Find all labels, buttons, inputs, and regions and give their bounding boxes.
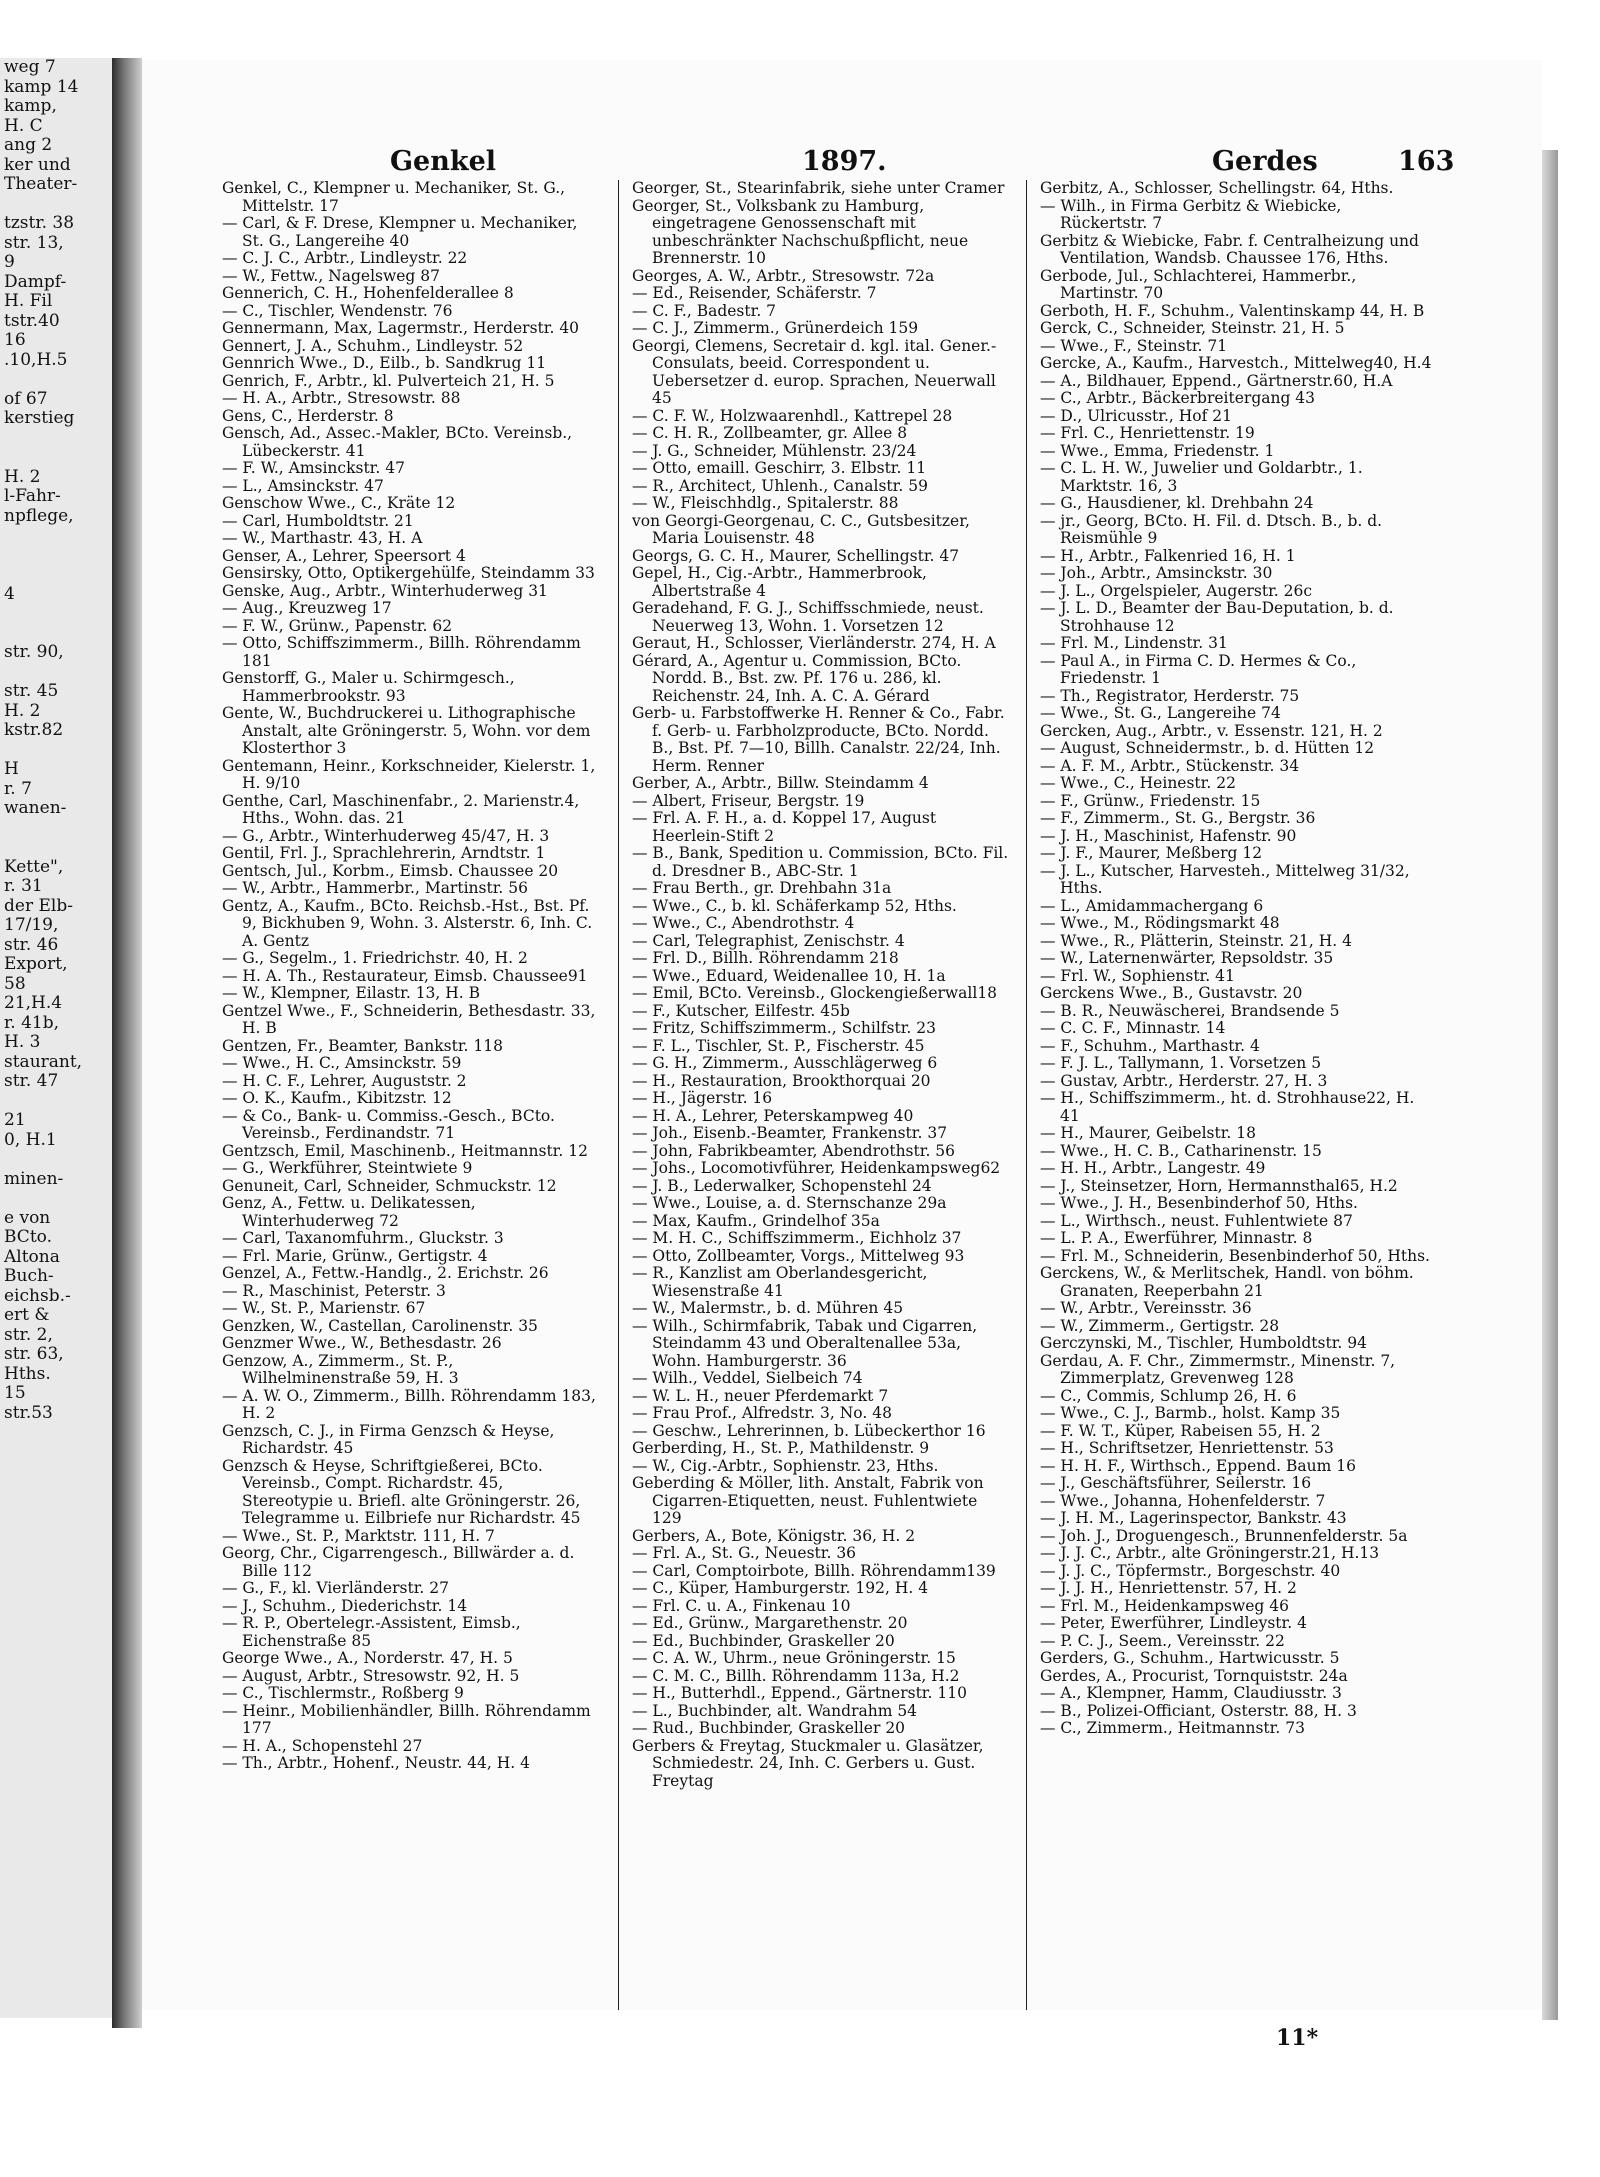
left-page-fragment: kerstieg (4, 408, 75, 428)
directory-entry: — J. L. D., Beamter der Bau-Deputation, b. d. Strohhause 12 (1040, 599, 1394, 635)
left-page-fragment: ert & (4, 1305, 50, 1325)
directory-entry: Gens, C., Herderstr. 8 (222, 406, 394, 425)
left-page-fragment (0, 1150, 112, 1170)
directory-entry: — J., Schuhm., Diederichstr. 14 (222, 1596, 468, 1615)
signature-mark: 11* (1276, 2025, 1319, 2051)
directory-entry: — Emil, BCto. Vereinsb., Glockengießerwall18 (632, 984, 998, 1002)
directory-entry: — Joh., Eisenb.-Beamter, Frankenstr. 37 (632, 1124, 948, 1142)
directory-entry: — Gustav, Arbtr., Herderstr. 27, H. 3 (1040, 1071, 1328, 1090)
left-page-fragment: str. 63, (4, 1344, 64, 1364)
left-page-fragment: 0, H.1 (4, 1129, 57, 1150)
left-page-fragment: Theater- (4, 174, 78, 194)
directory-entry: Gerdau, A. F. Chr., Zimmermstr., Minenstr. 7, Zimmerplatz, Grevenweg 128 (1040, 1351, 1396, 1387)
left-page-fragment (0, 741, 112, 761)
left-page-fragment: Buch- (4, 1266, 54, 1286)
directory-entry: Gensirsky, Otto, Optikergehülfe, Steindamm 33 (222, 564, 595, 582)
directory-entry: — Otto, emaill. Geschirr, 3. Elbstr. 11 (632, 459, 927, 477)
left-page-fragment: l-Fahr- (4, 486, 61, 506)
directory-entry: Gerbitz, A., Schlosser, Schellingstr. 64, Hths. (1040, 179, 1394, 197)
directory-entry: — J. H., Maschinist, Hafenstr. 90 (1040, 826, 1297, 845)
left-page-fragment: H. Fil (4, 291, 53, 311)
directory-column-1 (222, 180, 598, 1773)
directory-entry: — M. H. C., Schiffszimmerm., Eichholz 37 (632, 1229, 962, 1247)
directory-entry: Gentzel Wwe., F., Schneiderin, Bethesdastr. 33, H. B (222, 1001, 596, 1037)
directory-entry: — A. F. M., Arbtr., Stückenstr. 34 (1040, 756, 1300, 775)
directory-entry: — H. H. F., Wirthsch., Eppend. Baum 16 (1040, 1456, 1356, 1475)
directory-entry: — Wwe., H. C., Amsinckstr. 59 (222, 1054, 462, 1072)
directory-entry: — W., Laternenwärter, Repsoldstr. 35 (1040, 949, 1334, 967)
left-page-fragment: 17/19, (4, 915, 59, 935)
directory-entry: Geraut, H., Schlosser, Vierländerstr. 274, H. A (632, 634, 996, 652)
directory-entry: — Heinr., Mobilienhändler, Billh. Röhrendamm 177 (222, 1701, 591, 1737)
left-page-fragment: Dampf- (4, 271, 67, 292)
directory-entry: — B. R., Neuwäscherei, Brandsende 5 (1040, 1001, 1340, 1020)
directory-entry: Gercke, A., Kaufm., Harvestch., Mittelweg40, H.4 (1040, 354, 1432, 372)
left-page-fragment: kamp 14 (4, 76, 79, 97)
directory-entry: — Frl. A., St. G., Neuestr. 36 (632, 1544, 857, 1562)
directory-entry: Genzsch & Heyse, Schriftgießerei, BCto. Vereinsb., Compt. Richardstr. 45, Stereotypie u. Briefl. alte Gröningerstr. 26, Telegramme u. Eilbriefe nur Richardstr. 45 (222, 1456, 581, 1527)
directory-entry: Gerberding, H., St. P., Mathildenstr. 9 (632, 1439, 930, 1457)
left-page-fragment: H (4, 759, 19, 779)
directory-entry: — L. P. A., Ewerführer, Minnastr. 8 (1040, 1229, 1313, 1247)
directory-entry: — Ed., Reisender, Schäferstr. 7 (632, 284, 877, 302)
directory-entry: — W., St. P., Marienstr. 67 (222, 1299, 426, 1317)
directory-entry: Genzel, A., Fettw.-Handlg., 2. Erichstr. 26 (222, 1264, 549, 1282)
left-page-fragment (0, 1092, 112, 1112)
directory-entry: Geberding & Möller, lith. Anstalt, Fabrik von Cigarren-Etiquetten, neust. Fuhlentwiete 129 (632, 1474, 984, 1527)
directory-entry: Gerber, A., Arbtr., Billw. Steindamm 4 (632, 774, 929, 792)
directory-entry: — F., Schuhm., Marthastr. 4 (1040, 1036, 1260, 1055)
directory-entry: Genzken, W., Castellan, Carolinenstr. 35 (222, 1316, 538, 1335)
directory-entry: — C. A. W., Uhrm., neue Gröningerstr. 15 (632, 1649, 956, 1667)
directory-entry: — Carl, Taxanomfuhrm., Gluckstr. 3 (222, 1229, 504, 1247)
left-page-fragment: npflege, (4, 505, 74, 526)
directory-entry: — Wilh., Schirmfabrik, Tabak und Cigarren, Steindamm 43 und Oberaltenallee 53a, Wohn. Hamburgerstr. 36 (632, 1316, 978, 1370)
left-page-fragment: ang 2 (4, 135, 53, 155)
directory-entry: Georgi, Clemens, Secretair d. kgl. ital. Gener.-Consulats, beeid. Correspondent u. Uebersetzer d. europ. Sprachen, Neuerwall 45 (632, 336, 997, 407)
directory-entry: — H., Schriftsetzer, Henriettenstr. 53 (1040, 1439, 1334, 1457)
directory-entry: — Wwe., H. C. B., Catharinenstr. 15 (1040, 1141, 1322, 1160)
directory-entry: — Wwe., M., Rödingsmarkt 48 (1040, 914, 1280, 932)
directory-entry: — Wilh., Veddel, Sielbeich 74 (632, 1369, 863, 1387)
directory-entry: Gentil, Frl. J., Sprachlehrerin, Arndtstr. 1 (222, 844, 546, 862)
directory-entry: — L., Buchbinder, alt. Wandrahm 54 (632, 1701, 918, 1720)
directory-entry: Gennrich Wwe., D., Eilb., b. Sandkrug 11 (222, 354, 547, 372)
left-page-fragment (0, 195, 112, 215)
directory-entry: — F., Kutscher, Eilfestr. 45b (632, 1001, 850, 1020)
page-number: 163 (1398, 146, 1455, 177)
left-page-fragment: 4 (4, 583, 15, 604)
directory-entry: Genstorff, G., Maler u. Schirmgesch., Hammerbrookstr. 93 (222, 669, 515, 705)
directory-entry: — Wwe., St. G., Langereihe 74 (1040, 704, 1281, 722)
directory-entry: Gerdes, A., Procurist, Tornquiststr. 24a (1040, 1666, 1348, 1685)
directory-entry: Georgs, G. C. H., Maurer, Schellingstr. 47 (632, 546, 960, 565)
left-page-fragment: H. 3 (4, 1032, 41, 1052)
left-page-fragment: H. 2 (4, 700, 41, 721)
directory-entry: — Albert, Friseur, Bergstr. 19 (632, 791, 865, 810)
directory-entry: — Frl. M., Schneiderin, Besenbinderhof 50, Hths. (1040, 1246, 1430, 1265)
directory-entry: — Peter, Ewerführer, Lindleystr. 4 (1040, 1614, 1307, 1632)
left-page-fragment: str. 46 (4, 934, 59, 955)
left-page-fragment (0, 624, 112, 644)
directory-entry: Genzsch, C. J., in Firma Genzsch & Heyse, Richardstr. 45 (222, 1421, 555, 1457)
directory-entry: Gerckens Wwe., B., Gustavstr. 20 (1040, 984, 1303, 1002)
directory-entry: — Paul A., in Firma C. D. Hermes & Co., Friedenstr. 1 (1040, 651, 1357, 687)
directory-entry: — C., Tischler, Wendenstr. 76 (222, 301, 453, 320)
directory-entry: — G. H., Zimmerm., Ausschlägerweg 6 (632, 1054, 938, 1072)
left-page-fragment: e von (4, 1207, 51, 1228)
left-page-fragment (0, 448, 112, 468)
left-page-fragment: ker und (4, 154, 71, 175)
directory-entry: — R. P., Obertelegr.-Assistent, Eimsb., Eichenstraße 85 (222, 1614, 521, 1650)
directory-entry: Gennert, J. A., Schuhm., Lindleystr. 52 (222, 336, 524, 355)
left-page-fragment (0, 546, 112, 566)
directory-entry: — August, Schneidermstr., b. d. Hütten 12 (1040, 739, 1375, 757)
directory-entry: Gentzen, Fr., Beamter, Bankstr. 118 (222, 1036, 503, 1055)
directory-entry: — Wwe., C., Abendrothstr. 4 (632, 914, 855, 932)
directory-entry: — John, Fabrikbeamter, Abendrothstr. 56 (632, 1141, 956, 1160)
directory-entry: — J. H. M., Lagerinspector, Bankstr. 43 (1040, 1509, 1347, 1527)
left-page-fragment: Hths. (4, 1363, 51, 1384)
directory-entry: — W., Fettw., Nagelsweg 87 (222, 266, 440, 285)
directory-entry: Gepel, H., Cig.-Arbtr., Hammerbrook, Albertstraße 4 (632, 564, 927, 600)
directory-entry: — H., Schiffszimmerm., ht. d. Strohhause22, H. 41 (1040, 1089, 1415, 1125)
directory-entry: — C. C. F., Minnastr. 14 (1040, 1019, 1226, 1037)
directory-entry: — Wwe., Johanna, Hohenfelderstr. 7 (1040, 1491, 1326, 1510)
directory-entry: — Frl. D., Billh. Röhrendamm 218 (632, 949, 899, 967)
directory-entry: Genser, A., Lehrer, Speersort 4 (222, 546, 466, 565)
directory-entry: — Otto, Zollbeamter, Vorgs., Mittelweg 93 (632, 1246, 965, 1265)
directory-entry: — H., Restauration, Brookthorquai 20 (632, 1071, 931, 1090)
directory-entry: Gentsch, Jul., Korbm., Eimsb. Chaussee 20 (222, 861, 559, 880)
directory-entry: Gerboth, H. F., Schuhm., Valentinskamp 44, H. B (1040, 301, 1425, 320)
directory-entry: — R., Architect, Uhlenh., Canalstr. 59 (632, 476, 928, 495)
directory-entry: — J. J. C., Töpfermstr., Borgeschstr. 40 (1040, 1561, 1341, 1580)
directory-entry: — W., Cig.-Arbtr., Sophienstr. 23, Hths. (632, 1456, 939, 1475)
directory-entry: — Frl. W., Sophienstr. 41 (1040, 966, 1235, 985)
directory-entry: — Wwe., St. P., Marktstr. 111, H. 7 (222, 1526, 495, 1545)
left-page-fragment (0, 370, 112, 390)
running-head-year: 1897. (802, 146, 887, 177)
directory-entry: Georger, St., Volksbank zu Hamburg, eingetragene Genossenschaft mit unbeschränkter Nachschußpflicht, neue Brennerstr. 10 (632, 196, 969, 267)
directory-entry: — Wilh., in Firma Gerbitz & Wiebicke, Rückertstr. 7 (1040, 196, 1342, 232)
directory-entry: — B., Bank, Spedition u. Commission, BCto. Fil. d. Dresdner B., ABC-Str. 1 (632, 844, 1009, 880)
left-page-fragment: str. 90, (4, 642, 64, 662)
directory-entry: Gerbode, Jul., Schlachterei, Hammerbr., Martinstr. 70 (1040, 266, 1357, 302)
left-page-fragment: r. 41b, (4, 1012, 59, 1033)
directory-entry: — Rud., Buchbinder, Graskeller 20 (632, 1719, 906, 1737)
directory-entry: — H. A., Lehrer, Peterskampweg 40 (632, 1106, 914, 1125)
left-page-fragment (0, 565, 112, 585)
directory-entry: — F., Zimmerm., St. G., Bergstr. 36 (1040, 809, 1316, 827)
directory-entry: — Frl. C., Henriettenstr. 19 (1040, 424, 1255, 442)
left-page-fragment: kamp, (4, 96, 57, 116)
left-page-fragment: 16 (4, 330, 26, 350)
left-page-fragment: staurant, (4, 1051, 83, 1072)
directory-entry: — C., Commis, Schlump 26, H. 6 (1040, 1386, 1297, 1405)
directory-entry: — D., Ulricusstr., Hof 21 (1040, 406, 1232, 425)
directory-entry: — J., Geschäftsführer, Seilerstr. 16 (1040, 1474, 1312, 1492)
directory-entry: — C. J. C., Arbtr., Lindleystr. 22 (222, 249, 468, 267)
directory-entry: — Wwe., R., Plätterin, Steinstr. 21, H. 4 (1040, 931, 1353, 950)
directory-entry: — W. L. H., neuer Pferdemarkt 7 (632, 1386, 889, 1405)
directory-entry: — H., Jägerstr. 16 (632, 1089, 773, 1107)
left-page-fragment: 21 (4, 1110, 26, 1130)
left-page-fragment: str. 2, (4, 1324, 53, 1345)
directory-entry: — J. J. C., Arbtr., alte Gröningerstr.21, H.13 (1040, 1544, 1380, 1562)
directory-entry: — A. W. O., Zimmerm., Billh. Röhrendamm 183, H. 2 (222, 1386, 596, 1422)
directory-entry: Gensch, Ad., Assec.-Makler, BCto. Vereinsb., Lübeckerstr. 41 (222, 424, 573, 460)
directory-entry: — C., Arbtr., Bäckerbreitergang 43 (1040, 389, 1316, 407)
left-page-fragment (0, 604, 112, 624)
directory-entry: — J. L., Kutscher, Harvesteh., Mittelweg 31/32, Hths. (1040, 861, 1410, 897)
directory-entry: — Joh., Arbtr., Amsinckstr. 30 (1040, 564, 1273, 582)
left-page-fragment: BCto. (4, 1227, 52, 1247)
directory-entry: — C. L. H. W., Juwelier und Goldarbtr., 1. Marktstr. 16, 3 (1040, 459, 1363, 495)
directory-entry: von Georgi-Georgenau, C. C., Gutsbesitzer, Maria Louisenstr. 48 (632, 511, 970, 547)
directory-entry: — H. A., Arbtr., Stresowstr. 88 (222, 389, 461, 407)
directory-entry: Georger, St., Stearinfabrik, siehe unter Cramer (632, 179, 1005, 197)
left-page-fragment: str. 47 (4, 1071, 59, 1091)
directory-entry: Gente, W., Buchdruckerei u. Lithographische Anstalt, alte Gröningerstr. 5, Wohn. vor dem Klosterthor 3 (222, 704, 591, 757)
column-divider (1026, 180, 1027, 2010)
directory-entry: — F. W., Grünw., Papenstr. 62 (222, 616, 453, 635)
book-gutter (112, 58, 142, 2028)
directory-entry: — J. F., Maurer, Meßberg 12 (1040, 844, 1263, 862)
directory-entry: — Wwe., C., Heinestr. 22 (1040, 774, 1236, 792)
directory-entry: — J. J. H., Henriettenstr. 57, H. 2 (1040, 1579, 1297, 1597)
directory-entry: — Ed., Grünw., Margarethenstr. 20 (632, 1614, 908, 1632)
left-page-fragment: str.53 (4, 1402, 53, 1423)
directory-entry: — Wwe., Eduard, Weidenallee 10, H. 1a (632, 966, 946, 985)
directory-entry: — H. C. F., Lehrer, Auguststr. 2 (222, 1071, 467, 1090)
directory-entry: Georges, A. W., Arbtr., Stresowstr. 72a (632, 266, 935, 285)
directory-entry: Genschow Wwe., C., Kräte 12 (222, 494, 456, 512)
directory-entry: — C., Küper, Hamburgerstr. 192, H. 4 (632, 1579, 929, 1597)
left-page-fragment: 58 (4, 973, 26, 994)
directory-entry: Genthe, Carl, Maschinenfabr., 2. Marienstr.4, Hths., Wohn. das. 21 (222, 791, 580, 827)
directory-entry: Gerbitz & Wiebicke, Fabr. f. Centralheizung und Ventilation, Wandsb. Chaussee 176, Hths. (1040, 231, 1419, 267)
left-page-fragment: tstr.40 (4, 310, 60, 331)
directory-entry: — C. F. W., Holzwaarenhdl., Kattrepel 28 (632, 406, 953, 425)
directory-entry: Georg, Chr., Cigarrengesch., Billwärder a. d. Bille 112 (222, 1544, 575, 1580)
left-page-fragment: str. 45 (4, 681, 59, 701)
directory-entry: — W., Arbtr., Hammerbr., Martinstr. 56 (222, 879, 528, 897)
directory-entry: Genzow, A., Zimmerm., St. P., Wilhelminenstraße 59, H. 3 (222, 1351, 459, 1387)
left-page-fragment: tzstr. 38 (4, 213, 75, 233)
directory-entry: — W., Arbtr., Vereinsstr. 36 (1040, 1299, 1252, 1317)
directory-entry: — L., Amidammachergang 6 (1040, 896, 1264, 915)
directory-entry: — Carl, Comptoirbote, Billh. Röhrendamm139 (632, 1561, 996, 1580)
directory-entry: — C. M. C., Billh. Röhrendamm 113a, H.2 (632, 1666, 960, 1685)
directory-entry: — J., Steinsetzer, Horn, Hermannsthal65, H.2 (1040, 1176, 1398, 1195)
directory-entry: — W., Fleischhdlg., Spitalerstr. 88 (632, 494, 899, 512)
directory-entry: Genzmer Wwe., W., Bethesdastr. 26 (222, 1334, 502, 1352)
directory-entry: — Frau Berth., gr. Drehbahn 31a (632, 879, 892, 897)
directory-entry: — C., Tischlermstr., Roßberg 9 (222, 1684, 464, 1702)
left-page-fragment: r. 31 (4, 876, 43, 896)
left-page-fragment (0, 1189, 112, 1209)
directory-entry: Gerbers, A., Bote, Königstr. 36, H. 2 (632, 1526, 916, 1545)
directory-entry: — G., Segelm., 1. Friedrichstr. 40, H. 2 (222, 949, 528, 967)
directory-entry: — F. L., Tischler, St. P., Fischerstr. 45 (632, 1036, 925, 1055)
left-page-fragment: 21,H.4 (4, 993, 63, 1013)
directory-entry: — O. K., Kaufm., Kibitzstr. 12 (222, 1089, 452, 1107)
directory-entry: — Frl. C. u. A., Finkenau 10 (632, 1596, 851, 1615)
directory-entry: Gentz, A., Kaufm., BCto. Reichsb.-Hst., Bst. Pf. 9, Bickhuben 9, Wohn. 3. Alsterstr. 6, Inh. C. A. Gentz (222, 896, 593, 950)
directory-entry: — R., Maschinist, Peterstr. 3 (222, 1281, 446, 1300)
directory-entry: — Wwe., C. J., Barmb., holst. Kamp 35 (1040, 1404, 1341, 1422)
directory-entry: — August, Arbtr., Stresowstr. 92, H. 5 (222, 1666, 520, 1685)
directory-entry: — Johs., Locomotivführer, Heidenkampsweg62 (632, 1159, 1001, 1177)
left-page-fragment: r. 7 (4, 778, 32, 799)
left-page-fragment: H. 2 (4, 466, 41, 487)
page-edge (1542, 150, 1558, 2020)
left-page-fragment (0, 429, 112, 449)
directory-entry: — Max, Kaufm., Grindelhof 35a (632, 1211, 880, 1230)
directory-entry: — F. J. L., Tallymann, 1. Vorsetzen 5 (1040, 1054, 1322, 1072)
directory-entry: — Joh. J., Droguengesch., Brunnenfelderstr. 5a (1040, 1526, 1408, 1545)
directory-entry: — Frl. A. F. H., a. d. Koppel 17, August Heerlein-Stift 2 (632, 809, 937, 845)
directory-entry: — R., Kanzlist am Oberlandesgericht, Wiesenstraße 41 (632, 1264, 928, 1300)
directory-entry: Genkel, C., Klempner u. Mechaniker, St. G., Mittelstr. 17 (222, 179, 566, 215)
left-page-fragment: kstr.82 (4, 720, 64, 740)
directory-entry: — Carl, Humboldtstr. 21 (222, 511, 414, 530)
directory-entry: Gentzsch, Emil, Maschinenb., Heitmannstr. 12 (222, 1141, 588, 1160)
directory-entry: — P. C. J., Seem., Vereinsstr. 22 (1040, 1631, 1285, 1650)
directory-column-3 (1040, 180, 1432, 1738)
directory-entry: — Otto, Schiffszimmerm., Billh. Röhrendamm 181 (222, 634, 581, 670)
left-page-fragment (0, 819, 112, 839)
directory-entry: — Wwe., C., b. kl. Schäferkamp 52, Hths. (632, 896, 957, 915)
directory-entry: — C., Zimmerm., Heitmannstr. 73 (1040, 1719, 1305, 1737)
left-page-fragment: H. C (4, 115, 43, 136)
left-page-fragment (0, 526, 112, 546)
directory-entry: — C. J., Zimmerm., Grünerdeich 159 (632, 319, 919, 337)
running-head-left: Genkel (390, 146, 497, 177)
directory-entry: Gennermann, Max, Lagermstr., Herderstr. 40 (222, 319, 580, 337)
directory-entry: — G., Arbtr., Winterhuderweg 45/47, H. 3 (222, 826, 550, 845)
directory-entry: — C. H. R., Zollbeamter, gr. Allee 8 (632, 424, 908, 442)
left-page-edge (0, 58, 118, 2018)
directory-entry: — H., Butterhdl., Eppend., Gärtnerstr. 110 (632, 1684, 967, 1702)
directory-entry: — L., Wirthsch., neust. Fuhlentwiete 87 (1040, 1211, 1353, 1230)
directory-entry: Gerck, C., Schneider, Steinstr. 21, H. 5 (1040, 319, 1345, 337)
directory-entry: — H. A. Th., Restaurateur, Eimsb. Chaussee91 (222, 966, 588, 985)
directory-entry: Genz, A., Fettw. u. Delikatessen, Winterhuderweg 72 (222, 1194, 476, 1230)
directory-entry: — Frl. Marie, Grünw., Gertigstr. 4 (222, 1246, 488, 1265)
directory-entry: — Carl, Telegraphist, Zenischstr. 4 (632, 931, 905, 950)
directory-entry: — Th., Registrator, Herderstr. 75 (1040, 686, 1300, 705)
directory-entry: — G., Werkführer, Steintwiete 9 (222, 1159, 473, 1177)
left-page-fragment: der Elb- (4, 895, 73, 916)
directory-entry: — F. W., Amsinckstr. 47 (222, 459, 405, 477)
left-page-fragment: eichsb.- (4, 1285, 71, 1306)
directory-entry: — J. L., Orgelspieler, Augerstr. 26c (1040, 581, 1313, 600)
directory-entry: — L., Amsinckstr. 47 (222, 476, 384, 495)
directory-entry: Gennerich, C. H., Hohenfelderallee 8 (222, 284, 514, 302)
directory-entry: — Wwe., Emma, Friedenstr. 1 (1040, 441, 1275, 460)
directory-entry: — C. F., Badestr. 7 (632, 301, 777, 320)
left-page-fragment: Export, (4, 954, 68, 974)
directory-entry: — J. B., Lederwalker, Schopenstehl 24 (632, 1176, 932, 1195)
directory-entry: Gentemann, Heinr., Korkschneider, Kielerstr. 1, H. 9/10 (222, 756, 596, 792)
directory-entry: — F. W. T., Küper, Rabeisen 55, H. 2 (1040, 1421, 1321, 1440)
directory-entry: Gerb- u. Farbstoffwerke H. Renner & Co., Fabr. f. Gerb- u. Farbholzproducte, BCto. Nordd. B., Bst. Pf. 7—10, Billh. Canalstr. 22/24, Inh. Herm. Renner (632, 704, 1005, 775)
left-page-fragment: .10,H.5 (4, 349, 68, 370)
directory-entry: — J. G., Schneider, Mühlenstr. 23/24 (632, 441, 917, 460)
directory-entry: — G., F., kl. Vierländerstr. 27 (222, 1579, 449, 1597)
directory-entry: Genske, Aug., Arbtr., Winterhuderweg 31 (222, 581, 548, 600)
directory-entry: Gerckens, W., & Merlitschek, Handl. von böhm. Granaten, Reeperbahn 21 (1040, 1264, 1414, 1300)
directory-entry: — Ed., Buchbinder, Graskeller 20 (632, 1631, 895, 1650)
directory-entry: — A., Bildhauer, Eppend., Gärtnerstr.60, H.A (1040, 371, 1393, 390)
left-page-fragment: of 67 (4, 388, 48, 409)
left-page-fragment: 9 (4, 252, 15, 272)
directory-entry: — B., Polizei-Officiant, Osterstr. 88, H. 3 (1040, 1701, 1357, 1720)
directory-entry: — H. A., Schopenstehl 27 (222, 1736, 423, 1755)
directory-entry: Gérard, A., Agentur u. Commission, BCto. Nordd. B., Bst. zw. Pf. 176 u. 286, kl. Reichenstr. 24, Inh. A. C. A. Gérard (632, 651, 962, 705)
directory-entry: — A., Klempner, Hamm, Claudiusstr. 3 (1040, 1684, 1342, 1702)
left-page-fragment: str. 13, (4, 232, 64, 253)
column-divider (618, 180, 619, 2010)
left-page-fragment (0, 663, 112, 683)
directory-entry: — H., Arbtr., Falkenried 16, H. 1 (1040, 546, 1296, 565)
directory-entry: — Geschw., Lehrerinnen, b. Lübeckerthor 16 (632, 1421, 986, 1440)
directory-entry: Gerbers & Freytag, Stuckmaler u. Glasätzer, Schmiedestr. 24, Inh. C. Gerbers u. Gust. Freytag (632, 1736, 984, 1790)
directory-entry: — H., Maurer, Geibelstr. 18 (1040, 1124, 1256, 1142)
left-page-fragment: Altona (4, 1246, 60, 1267)
left-page-fragment: Kette", (4, 856, 64, 877)
directory-entry: Geradehand, F. G. J., Schiffsschmiede, neust. Neuerweg 13, Wohn. 1. Vorsetzen 12 (632, 599, 984, 635)
directory-entry: — Aug., Kreuzweg 17 (222, 599, 392, 617)
directory-entry: — Th., Arbtr., Hohenf., Neustr. 44, H. 4 (222, 1754, 530, 1772)
directory-entry: — Frau Prof., Alfredstr. 3, No. 48 (632, 1404, 892, 1422)
directory-entry: — Wwe., Louise, a. d. Sternschanze 29a (632, 1194, 947, 1212)
directory-entry: — W., Malermstr., b. d. Mühren 45 (632, 1299, 904, 1317)
directory-entry: — W., Zimmerm., Gertigstr. 28 (1040, 1316, 1280, 1335)
directory-entry: Gerders, G., Schuhm., Hartwicusstr. 5 (1040, 1649, 1340, 1667)
directory-entry: — G., Hausdiener, kl. Drehbahn 24 (1040, 494, 1314, 512)
directory-entry: Genuneit, Carl, Schneider, Schmuckstr. 12 (222, 1176, 557, 1195)
directory-entry: — W., Klempner, Eilastr. 13, H. B (222, 984, 481, 1002)
directory-entry: — Wwe., J. H., Besenbinderhof 50, Hths. (1040, 1194, 1358, 1212)
directory-entry: — Fritz, Schiffszimmerm., Schilfstr. 23 (632, 1019, 936, 1037)
directory-entry: — H. H., Arbtr., Langestr. 49 (1040, 1159, 1266, 1177)
directory-entry: George Wwe., A., Norderstr. 47, H. 5 (222, 1649, 513, 1667)
left-page-fragment: weg 7 (4, 58, 56, 77)
directory-entry: — Carl, & F. Drese, Klempner u. Mechaniker, St. G., Langereihe 40 (222, 214, 578, 250)
directory-entry: — Frl. M., Lindenstr. 31 (1040, 634, 1228, 652)
directory-entry: Gerczynski, M., Tischler, Humboldtstr. 94 (1040, 1334, 1367, 1352)
directory-entry: — jr., Georg, BCto. H. Fil. d. Dtsch. B., b. d. Reismühle 9 (1040, 511, 1383, 547)
directory-entry: Genrich, F., Arbtr., kl. Pulverteich 21, H. 5 (222, 371, 555, 390)
left-page-fragment: minen- (4, 1168, 64, 1189)
directory-entry: — F., Grünw., Friedenstr. 15 (1040, 791, 1261, 810)
directory-entry: — W., Marthastr. 43, H. A (222, 529, 423, 547)
directory-entry: — Frl. M., Heidenkampsweg 46 (1040, 1596, 1289, 1615)
left-page-fragment: wanen- (4, 798, 67, 818)
directory-entry: — & Co., Bank- u. Commiss.-Gesch., BCto. Vereinsb., Ferdinandstr. 71 (222, 1106, 555, 1142)
left-page-fragment: 15 (4, 1383, 26, 1403)
directory-column-2 (632, 180, 1010, 1790)
running-head-right: Gerdes (1212, 146, 1318, 177)
directory-entry: — Wwe., F., Steinstr. 71 (1040, 336, 1228, 355)
left-page-fragment (0, 838, 112, 858)
directory-entry: Gercken, Aug., Arbtr., v. Essenstr. 121, H. 2 (1040, 721, 1383, 740)
